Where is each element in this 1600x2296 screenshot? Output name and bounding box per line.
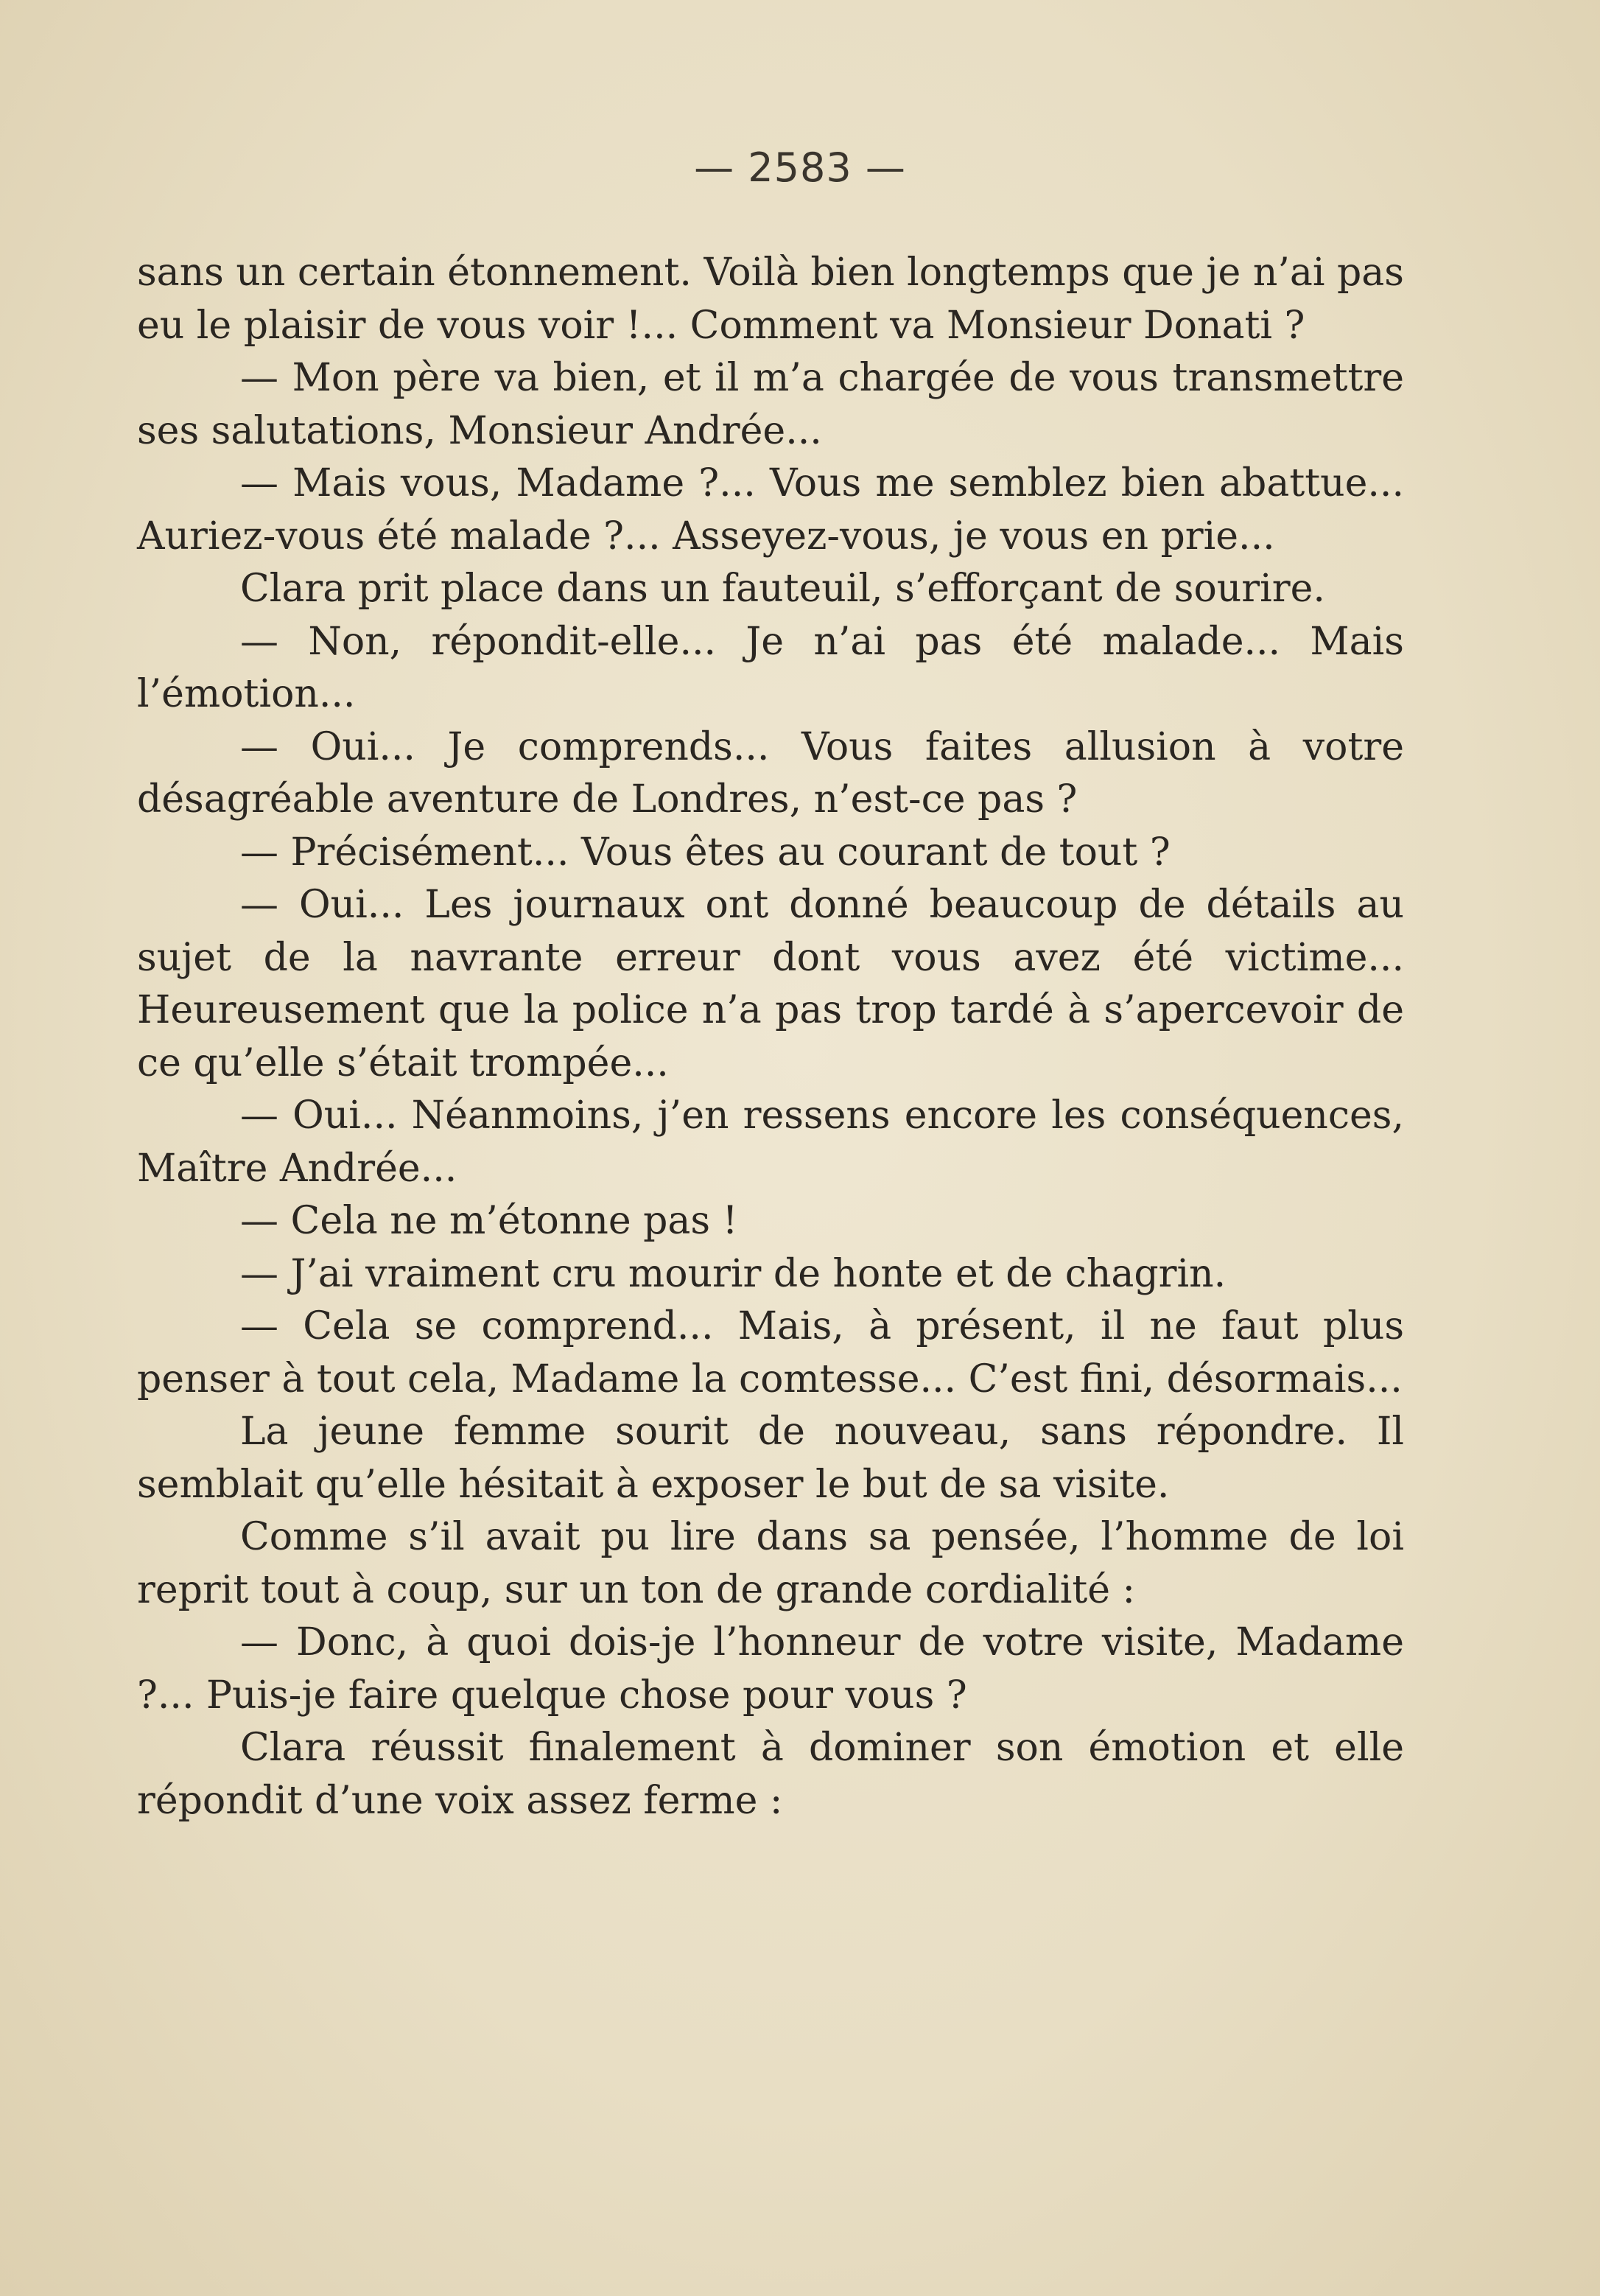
paragraph: — Oui... Néanmoins, j’en ressens encore les conséquences, Maître Andrée... — [137, 1093, 1404, 1191]
paragraph: Clara réussit finalement à dominer son émotion et elle répondit d’une voix assez ferme : — [137, 1726, 1404, 1823]
paragraph: — Oui... Je comprends... Vous faites allusion à votre désagréable aventure de Londres, n’est-ce pas ? — [137, 724, 1404, 822]
paragraph: — Oui... Les journaux ont donné beaucoup de détails au sujet de la navrante erreur dont vous avez été victime... Heureusement que la police n’a pas trop tardé à s’apercevoir de ce qu’elle s’était trompée... — [137, 883, 1404, 1085]
paragraph: — Non, répondit-elle... Je n’ai pas été malade... Mais l’émotion... — [137, 619, 1404, 716]
paragraph: Comme s’il avait pu lire dans sa pensée, l’homme de loi reprit tout à coup, sur un ton de grande cordialité : — [137, 1515, 1404, 1612]
paragraph: — Cela ne m’étonne pas ! — [240, 1199, 738, 1243]
page-number: — 2583 — — [694, 144, 906, 191]
paragraph: Clara prit place dans un fauteuil, s’efforçant de sourire. — [240, 567, 1325, 611]
paragraph: — Mais vous, Madame ?... Vous me semblez bien abattue... Auriez-vous été malade ?... Asseyez-vous, je vous en prie... — [137, 461, 1404, 559]
paragraph: — J’ai vraiment cru mourir de honte et de chagrin. — [240, 1251, 1227, 1296]
paragraph: La jeune femme sourit de nouveau, sans répondre. Il semblait qu’elle hésitait à exposer le but de sa visite. — [137, 1410, 1404, 1507]
paragraph: sans un certain étonnement. Voilà bien longtemps que je n’ai pas eu le plaisir de vous voir !... Comment va Monsieur Donati ? — [137, 251, 1404, 348]
paragraph: — Mon père va bien, et il m’a chargée de vous transmettre ses salutations, Monsieur Andrée... — [137, 356, 1404, 453]
paragraph: — Donc, à quoi dois-je l’honneur de votre visite, Madame ?... Puis-je faire quelque chose pour vous ? — [137, 1620, 1404, 1718]
paragraph: — Cela se comprend... Mais, à présent, il ne faut plus penser à tout cela, Madame la comtesse... C’est fini, désormais... — [137, 1304, 1404, 1401]
body-text — [137, 247, 1404, 1827]
paragraph: — Précisément... Vous êtes au courant de tout ? — [240, 830, 1171, 875]
